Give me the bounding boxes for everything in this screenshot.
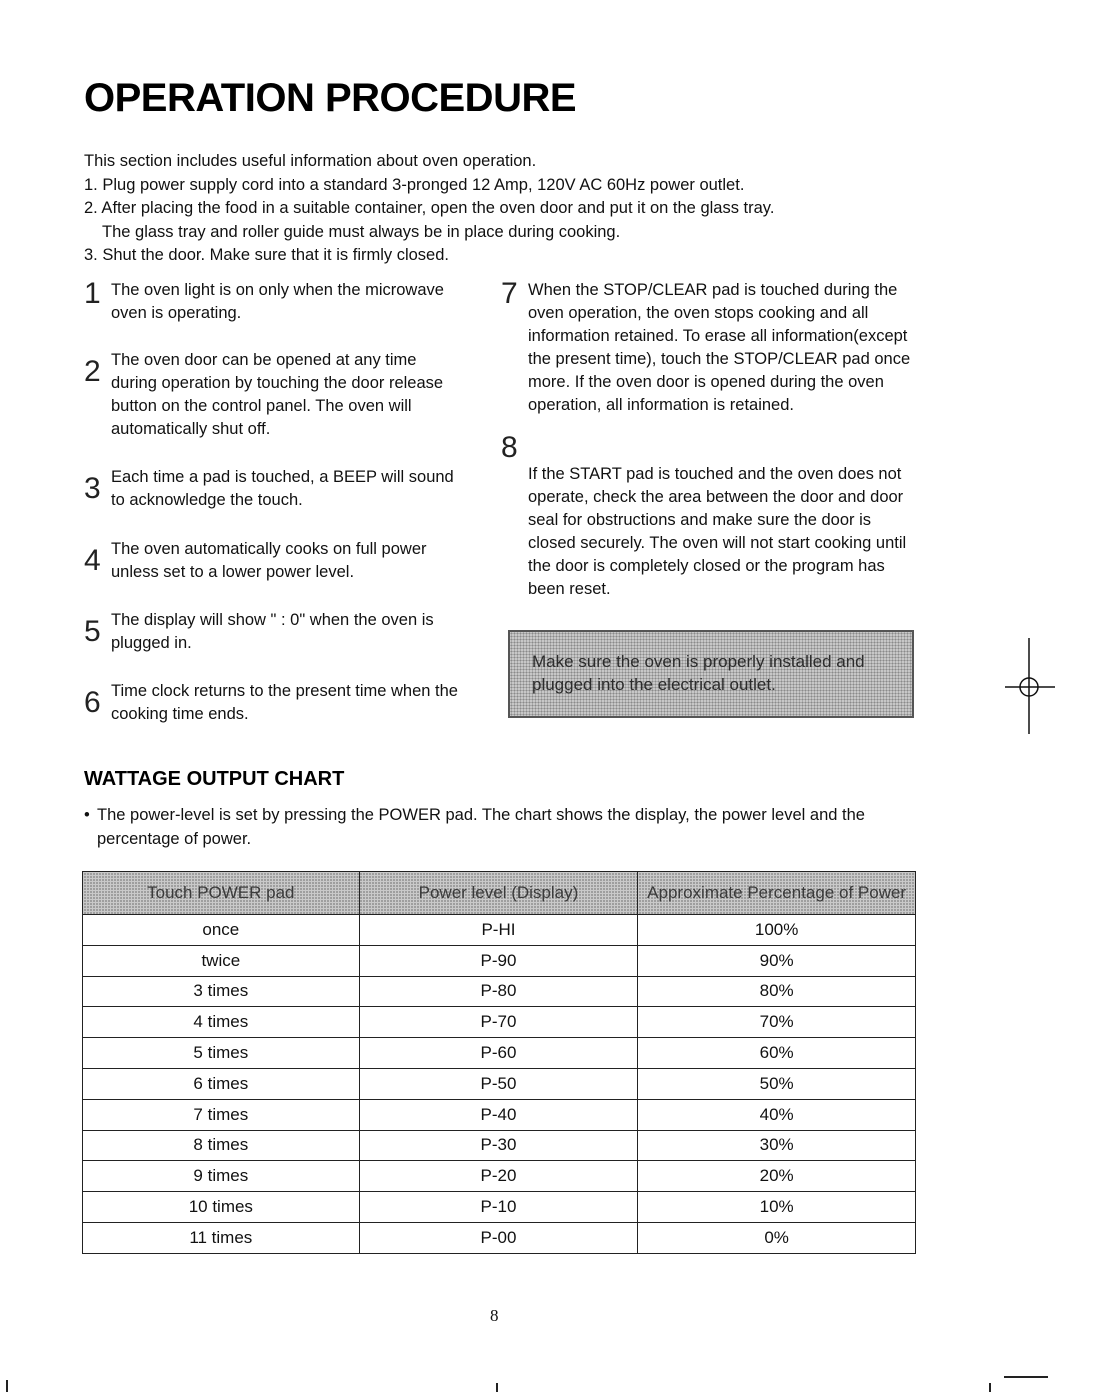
note-number: 3 <box>84 472 101 505</box>
power-level-cell: P-10 <box>359 1192 638 1223</box>
intro-step-2: 2. After placing the food in a suitable container, open the oven door and put it on the glass tray. <box>84 199 775 217</box>
touch-count-cell: 11 times <box>83 1222 360 1253</box>
note-6 <box>84 680 464 726</box>
scan-tick-mark <box>989 1383 991 1392</box>
note-8 <box>501 431 915 601</box>
touch-count-cell: 5 times <box>83 1038 360 1069</box>
note-number: 6 <box>84 686 101 719</box>
page-number: 8 <box>490 1306 499 1325</box>
table-row <box>83 945 916 976</box>
note-4 <box>84 538 464 584</box>
power-level-cell: P-30 <box>359 1130 638 1161</box>
power-level-cell: P-HI <box>359 915 638 946</box>
note-text: The oven door can be opened at any time during operation by touching the door release button on the control panel. The oven will automatically shut off. <box>111 351 444 438</box>
intro-section <box>84 150 984 268</box>
note-number: 4 <box>84 544 101 577</box>
registration-mark-icon <box>1005 638 1055 734</box>
note-number: 1 <box>84 277 101 310</box>
power-level-cell: P-40 <box>359 1099 638 1130</box>
table-row <box>83 1099 916 1130</box>
note-number: 5 <box>84 615 101 648</box>
note-text: If the START pad is touched and the oven does not operate, check the area between the door and door seal for obstructions and make sure the door is closed securely. The oven will not start cooking until the door is completely closed or the program has been reset. <box>528 465 907 598</box>
note-3 <box>84 466 464 512</box>
table-row <box>83 1192 916 1223</box>
note-5 <box>84 609 464 655</box>
note-number: 2 <box>84 355 101 388</box>
note-number: 8 <box>501 431 518 464</box>
intro-step-1: 1. Plug power supply cord into a standard 3-pronged 12 Amp, 120V AC 60Hz power outlet. <box>84 175 745 194</box>
percentage-cell: 70% <box>638 1007 916 1038</box>
scan-line-mark <box>1004 1376 1048 1378</box>
table-row <box>83 1007 916 1038</box>
power-level-cell: P-70 <box>359 1007 638 1038</box>
percentage-cell: 90% <box>638 945 916 976</box>
table-row <box>83 1038 916 1069</box>
power-level-cell: P-90 <box>359 945 638 976</box>
power-level-cell: P-50 <box>359 1068 638 1099</box>
bullet-icon: • <box>84 806 90 824</box>
note-text: Time clock returns to the present time when the cooking time ends. <box>111 682 458 723</box>
touch-count-cell: 9 times <box>83 1161 360 1192</box>
intro-lead: This section includes useful information about oven operation. <box>84 152 537 170</box>
power-level-cell: P-00 <box>359 1222 638 1253</box>
percentage-cell: 20% <box>638 1161 916 1192</box>
note-text: The oven automatically cooks on full power unless set to a lower power level. <box>111 540 427 581</box>
touch-count-cell: 7 times <box>83 1099 360 1130</box>
intro-step-3: 3. Shut the door. Make sure that it is firmly closed. <box>84 246 449 264</box>
note-2 <box>84 349 464 441</box>
column-header-percentage: Approximate Percentage of Power <box>638 872 916 915</box>
table-row <box>83 1068 916 1099</box>
touch-count-cell: 4 times <box>83 1007 360 1038</box>
column-header-touch-power-pad: Touch POWER pad <box>83 872 360 915</box>
table-row <box>83 1222 916 1253</box>
scan-tick-mark <box>6 1380 8 1392</box>
percentage-cell: 0% <box>638 1222 916 1253</box>
intro-step-2-continued: The glass tray and roller guide must always be in place during cooking. <box>102 222 621 241</box>
scan-tick-mark <box>496 1383 498 1392</box>
wattage-chart-description <box>84 804 944 851</box>
description-text: The power-level is set by pressing the POWER pad. The chart shows the display, the power level and the percentage of power. <box>97 806 865 848</box>
note-7 <box>501 279 915 417</box>
callout-text: Make sure the oven is properly installed and plugged into the electrical outlet. <box>532 652 865 694</box>
percentage-cell: 10% <box>638 1192 916 1223</box>
percentage-cell: 80% <box>638 976 916 1007</box>
touch-count-cell: 8 times <box>83 1130 360 1161</box>
table-row <box>83 976 916 1007</box>
table-row <box>83 1161 916 1192</box>
percentage-cell: 60% <box>638 1038 916 1069</box>
warning-callout <box>508 630 914 718</box>
percentage-cell: 100% <box>638 915 916 946</box>
page-title: OPERATION PROCEDURE <box>84 76 577 120</box>
note-text: The display will show " : 0" when the oven is plugged in. <box>111 611 434 652</box>
column-header-power-level: Power level (Display) <box>359 872 638 915</box>
note-text: When the STOP/CLEAR pad is touched during the oven operation, the oven stops cooking and all information retained. To erase all information(except the present time), touch the STOP/CLEAR pad once more. If the oven door is opened during the oven operation, all information is retained. <box>528 281 911 414</box>
wattage-chart-heading: WATTAGE OUTPUT CHART <box>84 768 345 790</box>
power-level-cell: P-60 <box>359 1038 638 1069</box>
power-level-cell: P-20 <box>359 1161 638 1192</box>
note-1 <box>84 279 464 325</box>
note-number: 7 <box>501 277 518 310</box>
touch-count-cell: twice <box>83 945 360 976</box>
wattage-output-table <box>82 871 916 1254</box>
percentage-cell: 50% <box>638 1068 916 1099</box>
table-row <box>83 915 916 946</box>
power-level-cell: P-80 <box>359 976 638 1007</box>
table-row <box>83 1130 916 1161</box>
note-text: The oven light is on only when the microwave oven is operating. <box>111 281 444 322</box>
note-text: Each time a pad is touched, a BEEP will sound to acknowledge the touch. <box>111 468 454 509</box>
table-header-row <box>83 872 916 915</box>
percentage-cell: 40% <box>638 1099 916 1130</box>
percentage-cell: 30% <box>638 1130 916 1161</box>
touch-count-cell: once <box>83 915 360 946</box>
touch-count-cell: 10 times <box>83 1192 360 1223</box>
touch-count-cell: 3 times <box>83 976 360 1007</box>
touch-count-cell: 6 times <box>83 1068 360 1099</box>
